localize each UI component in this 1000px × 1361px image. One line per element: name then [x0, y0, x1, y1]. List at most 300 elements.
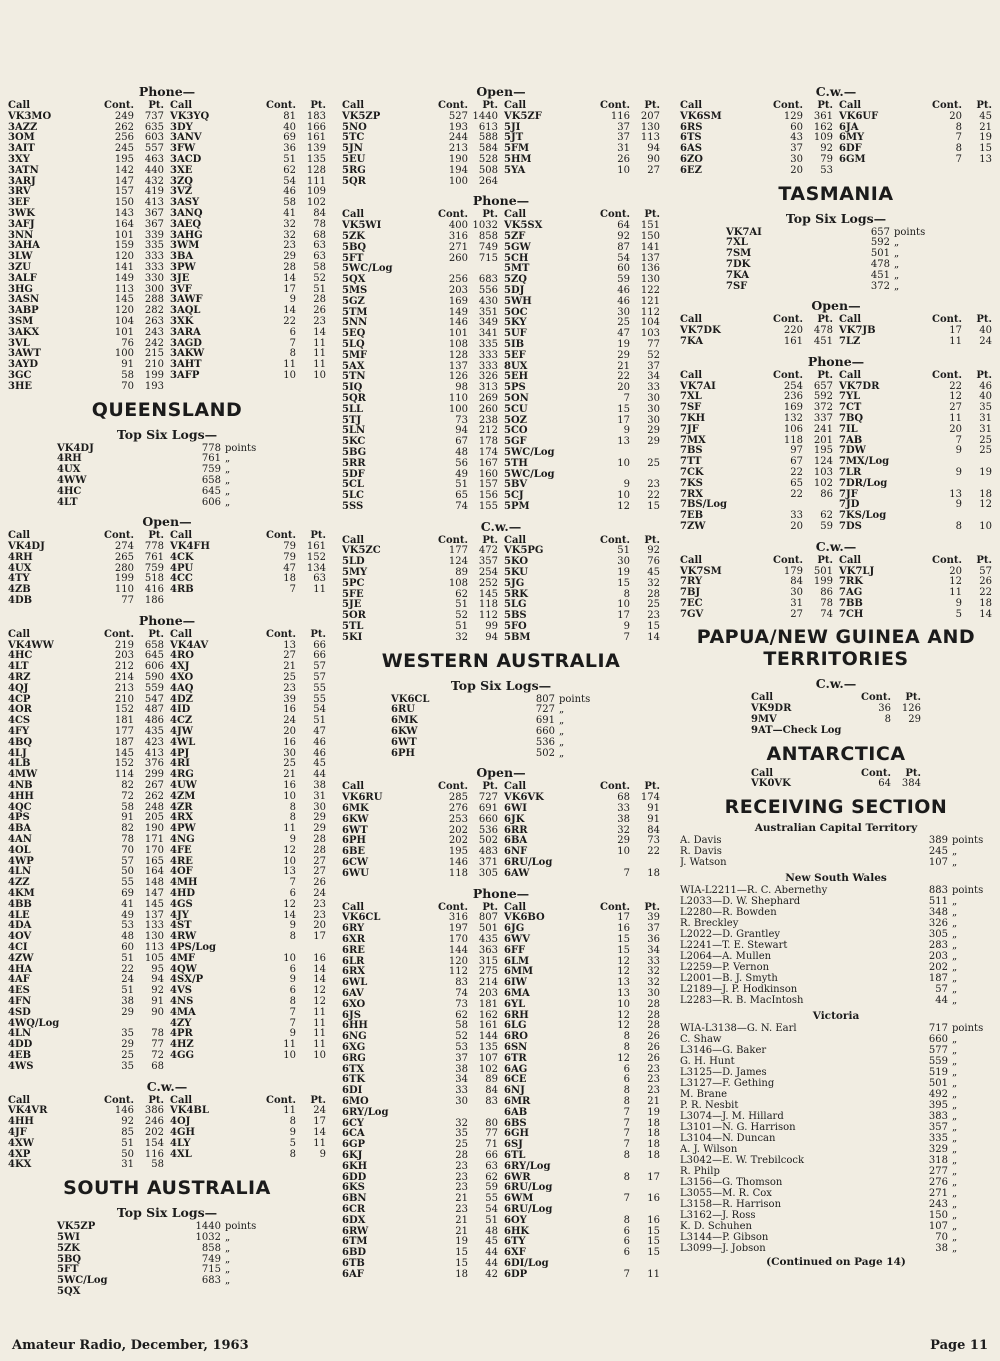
- points: 161: [306, 541, 326, 553]
- receiving-row: [680, 1166, 992, 1177]
- contacts: 120: [114, 305, 134, 317]
- header-pt: Pt.: [310, 100, 326, 111]
- points: 243: [144, 326, 164, 338]
- contacts: 7: [623, 1268, 630, 1280]
- contacts: 110: [448, 392, 468, 404]
- table-row: [170, 857, 326, 868]
- contacts: 8: [289, 801, 296, 813]
- log-table: [170, 1096, 326, 1161]
- log-column-left: [342, 782, 498, 879]
- contacts: 152: [114, 758, 134, 770]
- points: 66: [313, 639, 326, 651]
- header-call: Call: [680, 369, 703, 381]
- call-sign: 4HA: [8, 963, 33, 975]
- call-sign: 7CT: [839, 402, 862, 414]
- points: 26: [647, 1041, 660, 1053]
- points: 30: [313, 801, 326, 813]
- call-sign: 6CE: [504, 1074, 527, 1086]
- call-sign: 6GH: [504, 1128, 529, 1140]
- points: 150: [640, 230, 660, 242]
- call-sign: 4DD: [8, 1039, 33, 1051]
- table-row: [170, 564, 326, 575]
- table-row: [170, 155, 326, 166]
- log-table: [839, 101, 992, 166]
- points: 25: [647, 599, 660, 611]
- points: 588: [478, 132, 498, 144]
- call-sign: 5LC: [342, 490, 364, 502]
- contacts: 9: [955, 466, 962, 478]
- call-sign: VK4AV: [170, 639, 209, 651]
- call-sign: VK3YQ: [170, 110, 210, 122]
- contacts: 8: [623, 588, 630, 600]
- call-sign: 4UX: [57, 464, 81, 476]
- log-table: [504, 782, 660, 879]
- contacts: 195: [448, 846, 468, 858]
- points: 717: [928, 1023, 948, 1035]
- section-subheading: Open—: [811, 298, 861, 314]
- points: 45: [313, 758, 326, 770]
- points: 68: [313, 229, 326, 241]
- points: 94: [151, 974, 164, 986]
- contacts: 51: [455, 599, 468, 611]
- receiving-row: [680, 1210, 992, 1221]
- receiving-row: [680, 907, 992, 918]
- contacts: 9: [289, 920, 296, 932]
- call-sign: 6XR: [342, 934, 366, 945]
- listener-name: L3125—D. James: [680, 1067, 767, 1079]
- call-sign: 6IW: [504, 977, 527, 989]
- table-row: [342, 836, 498, 847]
- contacts: 152: [114, 704, 134, 716]
- points: 128: [306, 164, 326, 176]
- call-sign: 5TN: [342, 371, 366, 383]
- call-sign: 4OF: [170, 866, 193, 878]
- call-sign: 4NG: [170, 834, 195, 846]
- table-row: [342, 459, 498, 470]
- call-sign: VK4WW: [8, 639, 54, 651]
- points: 252: [478, 577, 498, 589]
- call-sign: 4CK: [170, 551, 194, 563]
- call-sign: 4UW: [170, 780, 197, 792]
- table-row: [504, 243, 660, 254]
- header-call: Call: [680, 314, 703, 326]
- call-sign: 3XK: [170, 315, 194, 327]
- contacts: 12: [617, 966, 630, 978]
- header-pt: Pt.: [817, 369, 833, 381]
- call-sign: 5JN: [342, 143, 363, 155]
- points: 71: [485, 1139, 498, 1151]
- points: 254: [478, 567, 498, 579]
- header-call: Call: [680, 100, 703, 111]
- contacts: 210: [114, 693, 134, 705]
- points-unit: „: [894, 280, 900, 292]
- points: 276: [928, 1177, 948, 1189]
- section-subheading: Top Six Logs—: [450, 677, 552, 693]
- table-row: [680, 337, 833, 348]
- call-sign: 3ARJ: [8, 175, 36, 187]
- points: 383: [928, 1111, 948, 1123]
- contacts: [932, 479, 962, 490]
- points: 10: [313, 369, 326, 381]
- table-row: [504, 1129, 660, 1140]
- points: 45: [647, 567, 660, 579]
- points-unit: „: [952, 1166, 958, 1178]
- points: 778: [201, 442, 221, 454]
- header-cont: Cont.: [104, 628, 134, 640]
- points: 584: [478, 143, 498, 155]
- points: 47: [313, 726, 326, 738]
- listener-name: L3104—N. Duncan: [680, 1133, 776, 1145]
- log-table-pair: [680, 371, 992, 533]
- log-table: [504, 101, 660, 177]
- listener-name: L2064—A. Mullen: [680, 951, 772, 963]
- section-subheading: C.w.—: [480, 518, 522, 534]
- table-row: [342, 546, 498, 557]
- contacts: 316: [448, 912, 468, 924]
- table-row: [342, 1065, 498, 1076]
- contacts: 8: [623, 1085, 630, 1097]
- contacts: 16: [283, 704, 296, 716]
- call-sign: 5WC/Log: [342, 263, 393, 275]
- points: 26: [647, 1031, 660, 1043]
- header-cont: Cont.: [773, 369, 803, 381]
- call-sign: 3GC: [8, 369, 32, 381]
- top-six-row: [57, 465, 277, 476]
- contacts: 21: [283, 661, 296, 673]
- receiving-row: [680, 962, 992, 973]
- top-six-row: [391, 695, 611, 706]
- section-subheading: Open—: [476, 84, 526, 99]
- contacts: 213: [448, 143, 468, 155]
- section-subheading: Phone—: [138, 84, 196, 99]
- contacts: 141: [114, 261, 134, 273]
- table-row: [680, 112, 833, 123]
- points: 151: [640, 220, 660, 232]
- top-six-row: [391, 738, 611, 749]
- points: 104: [640, 317, 660, 329]
- receiving-row: [680, 1144, 992, 1155]
- call-sign: 6WM: [504, 1193, 534, 1205]
- points: 46: [979, 380, 992, 392]
- table-row: [8, 596, 164, 607]
- call-sign: 7GV: [680, 608, 704, 620]
- points: 326: [478, 371, 498, 383]
- contacts: 10: [617, 846, 630, 858]
- contacts: 400: [448, 220, 468, 232]
- header-cont: Cont.: [773, 554, 803, 566]
- points: 16: [313, 952, 326, 964]
- call-sign: 4BA: [8, 823, 32, 835]
- call-sign: 6RY/Log: [504, 1160, 551, 1172]
- table-row: [170, 673, 326, 684]
- table-row: [342, 351, 498, 362]
- points: 13: [979, 153, 992, 165]
- table-row: [8, 986, 164, 997]
- contacts: 32: [455, 631, 468, 643]
- call-sign: 5OZ: [504, 414, 527, 426]
- table-row: [170, 900, 326, 911]
- table-row: [839, 326, 992, 337]
- log-table: [8, 1096, 164, 1172]
- call-sign: 7JD: [839, 499, 860, 511]
- points-unit: „: [952, 918, 958, 930]
- log-single: [751, 769, 921, 791]
- top-six-row: [391, 716, 611, 727]
- section-subheading: Top Six Logs—: [785, 210, 887, 226]
- table-row: [839, 414, 992, 425]
- table-row: [504, 815, 660, 826]
- points: 10: [979, 520, 992, 532]
- call-sign: VK5WI: [342, 220, 382, 232]
- contacts: 12: [617, 1020, 630, 1032]
- call-sign: 4RH: [57, 453, 82, 465]
- contacts: 5: [289, 1137, 296, 1149]
- points: 62: [820, 510, 833, 522]
- points: 778: [144, 541, 164, 553]
- call-sign: 7TT: [680, 456, 702, 468]
- call-sign: 4RZ: [8, 672, 31, 684]
- points: 91: [647, 813, 660, 825]
- call-sign: 5FT: [57, 1264, 79, 1276]
- receiving-row: [680, 1155, 992, 1166]
- contacts: 8: [955, 121, 962, 133]
- receiving-row: [680, 1034, 992, 1045]
- table-row: [170, 1008, 326, 1019]
- contacts: 98: [455, 382, 468, 394]
- listener-name: G. H. Hunt: [680, 1056, 735, 1068]
- listener-name: L2283—R. B. MacIntosh: [680, 995, 804, 1007]
- receiving-row: [680, 885, 992, 896]
- points: 15: [979, 143, 992, 155]
- points: 72: [151, 1049, 164, 1061]
- contacts: 8: [884, 714, 891, 726]
- call-sign: 6HH: [342, 1020, 368, 1032]
- contacts: 7: [623, 1117, 630, 1129]
- points: 45: [979, 110, 992, 122]
- call-sign: 5TM: [342, 306, 368, 318]
- table-row: [504, 1205, 660, 1216]
- points: 84: [647, 824, 660, 836]
- contacts: 108: [448, 338, 468, 350]
- receiving-row: [680, 1089, 992, 1100]
- contacts: 10: [617, 490, 630, 502]
- points: 660: [478, 813, 498, 825]
- points: 199: [813, 576, 833, 588]
- contacts: 10: [283, 790, 296, 802]
- receiving-row: [680, 1023, 992, 1034]
- call-sign: 6CA: [342, 1128, 365, 1140]
- points: 18: [979, 488, 992, 500]
- contacts: 32: [455, 1117, 468, 1129]
- contacts: 13: [283, 639, 296, 651]
- call-sign: 7ZW: [680, 520, 706, 532]
- points-unit: „: [894, 269, 900, 281]
- call-sign: 6WR: [504, 1171, 531, 1183]
- contacts: 33: [617, 803, 630, 815]
- table-row: [504, 590, 660, 601]
- contacts: 202: [448, 824, 468, 836]
- log-column-left: [8, 1096, 164, 1172]
- table-row: [170, 803, 326, 814]
- points: 63: [313, 251, 326, 263]
- call-sign: 4OL: [8, 844, 31, 856]
- contacts: 10: [617, 164, 630, 176]
- call-sign: 7JF: [680, 423, 699, 435]
- header-cont: Cont.: [438, 100, 468, 111]
- contacts: 181: [114, 715, 134, 727]
- section-subheading: Phone—: [807, 353, 865, 369]
- call-sign: 6XO: [342, 998, 366, 1010]
- call-sign: 4RB: [170, 584, 194, 596]
- contacts: 25: [121, 1049, 134, 1061]
- contacts: 60: [617, 263, 630, 275]
- contacts: 203: [448, 284, 468, 296]
- call-sign: 4ST: [170, 920, 192, 932]
- contacts: 24: [283, 715, 296, 727]
- header-call: Call: [342, 534, 365, 546]
- contacts: 249: [114, 110, 134, 122]
- points: 103: [640, 328, 660, 340]
- header-call: Call: [680, 554, 703, 566]
- call-sign: VK7DR: [839, 380, 880, 392]
- contacts: 8: [289, 1148, 296, 1160]
- points: 38: [935, 1243, 948, 1255]
- points-unit: „: [952, 846, 958, 858]
- call-sign: 5JI: [504, 121, 521, 133]
- table-row: [342, 935, 498, 946]
- points: 335: [144, 240, 164, 252]
- call-sign: 5IB: [504, 338, 525, 350]
- contacts: 144: [448, 944, 468, 956]
- table-row: [342, 480, 498, 491]
- table-row: [504, 318, 660, 329]
- points: 23: [647, 1085, 660, 1097]
- log-column-right: [504, 782, 660, 879]
- call-sign: 6BN: [342, 1193, 367, 1205]
- header-call: Call: [504, 534, 527, 546]
- contacts: 15: [455, 1247, 468, 1259]
- contacts: 262: [114, 121, 134, 133]
- contacts: 20: [790, 520, 803, 532]
- table-row: [8, 749, 164, 760]
- call-sign: 6PH: [342, 835, 366, 847]
- call-sign: 4SX/P: [170, 974, 204, 986]
- call-sign: 4DA: [8, 920, 32, 932]
- call-sign: 6KW: [391, 726, 418, 738]
- call-sign: VK5ZP: [342, 110, 381, 122]
- section-subheading: Phone—: [138, 612, 196, 628]
- top-six-row: [57, 476, 277, 487]
- call-sign: 3VZ: [170, 186, 193, 198]
- points: 305: [478, 867, 498, 879]
- points: 349: [478, 317, 498, 329]
- contacts: 97: [790, 445, 803, 457]
- header-pt: Pt.: [976, 314, 992, 326]
- contacts: 137: [448, 360, 468, 372]
- table-row: [504, 611, 660, 622]
- points: 195: [813, 445, 833, 457]
- points: 102: [478, 1063, 498, 1075]
- contacts: 7: [623, 631, 630, 643]
- table-row: [342, 502, 498, 513]
- call-sign: 6XF: [504, 1247, 526, 1259]
- call-sign: 7KS: [680, 477, 703, 489]
- table-row: [504, 112, 660, 123]
- contacts: 101: [114, 229, 134, 241]
- contacts: 15: [617, 944, 630, 956]
- table-row: [342, 394, 498, 405]
- contacts: 170: [448, 934, 468, 945]
- points: 150: [928, 1210, 948, 1222]
- points: 139: [306, 143, 326, 155]
- table-row: [8, 684, 164, 695]
- table-row: [504, 1011, 660, 1022]
- call-sign: 6DF: [839, 143, 862, 155]
- call-sign: 6XG: [342, 1041, 366, 1053]
- header-call: Call: [342, 901, 365, 913]
- header-cont: Cont.: [932, 100, 962, 111]
- call-sign: VK4FH: [170, 541, 210, 553]
- points: 683: [478, 274, 498, 286]
- points: 53: [820, 164, 833, 176]
- table-row: [8, 574, 164, 585]
- points-unit: „: [559, 736, 565, 748]
- contacts: 202: [448, 835, 468, 847]
- log-column-right: [839, 315, 992, 347]
- points: 858: [201, 1242, 221, 1254]
- points: 57: [935, 984, 948, 996]
- contacts: 7: [623, 1106, 630, 1118]
- header-pt: Pt.: [482, 534, 498, 546]
- contacts: 214: [114, 672, 134, 684]
- call-sign: 3ALF: [8, 272, 37, 284]
- call-sign: 6WU: [342, 867, 369, 879]
- points-unit: „: [952, 1089, 958, 1101]
- call-sign: 4WQ/Log: [8, 1017, 60, 1029]
- header-call: Call: [751, 767, 774, 779]
- points: 11: [313, 1006, 326, 1018]
- contacts: 17: [949, 325, 962, 337]
- receiving-row: [680, 835, 992, 846]
- contacts: 20: [790, 164, 803, 176]
- call-sign: 7SF: [726, 280, 748, 292]
- points-unit: „: [225, 1253, 231, 1265]
- call-sign: 6GP: [342, 1139, 366, 1151]
- call-sign: VK6BO: [504, 912, 545, 924]
- points: 11: [313, 348, 326, 360]
- call-sign: 4PS/Log: [170, 941, 217, 953]
- points: 70: [935, 1232, 948, 1244]
- table-row: [680, 425, 833, 436]
- table-row: [680, 392, 833, 403]
- points: 57: [313, 661, 326, 673]
- footer-publication: Amateur Radio, December, 1963: [12, 1338, 249, 1353]
- call-sign: 5BV: [504, 479, 528, 491]
- contacts: 28: [455, 1149, 468, 1161]
- table-row: [342, 133, 498, 144]
- call-sign: VK7AI: [726, 226, 762, 238]
- table-row: [504, 308, 660, 319]
- table-row: [504, 275, 660, 286]
- contacts: 7: [289, 1006, 296, 1018]
- listener-name: L3099—J. Jobson: [680, 1243, 766, 1255]
- call-sign: 4JY: [170, 909, 189, 921]
- contacts: 7: [289, 584, 296, 596]
- section-title: ANTARCTICA: [766, 742, 906, 765]
- call-sign: 4HC: [57, 485, 82, 497]
- call-sign: 4ZB: [8, 584, 31, 596]
- contacts: 77: [121, 595, 134, 607]
